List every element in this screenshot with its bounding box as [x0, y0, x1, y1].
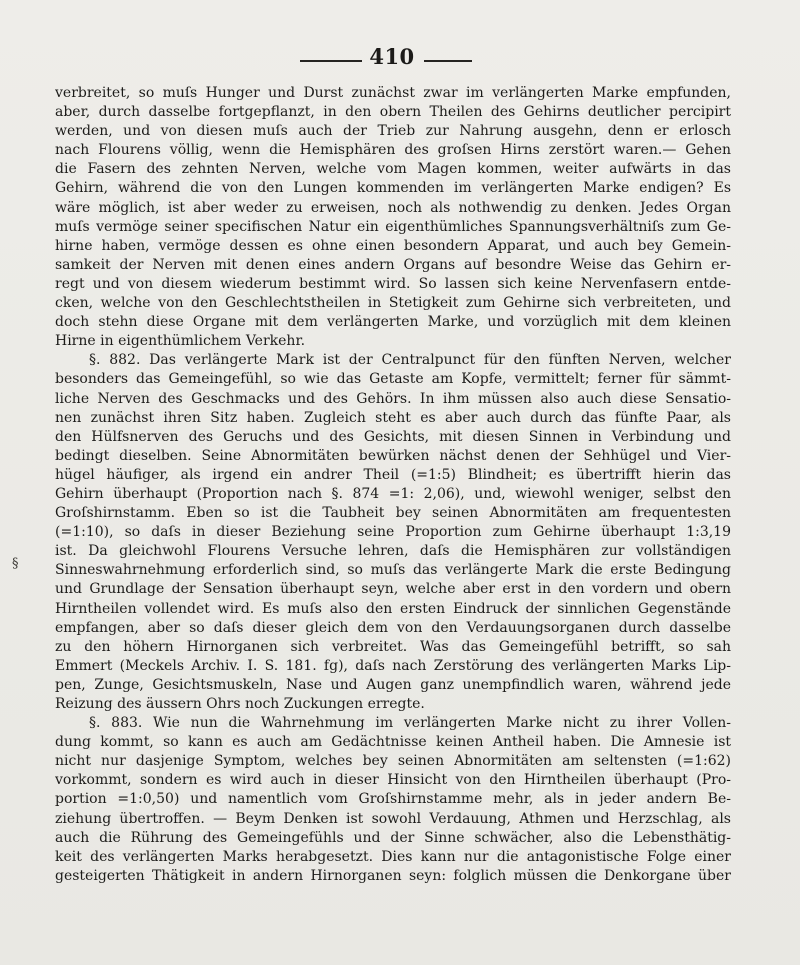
text-line: nicht nur dasjenige Symptom, welches bey seinen Abnormitäten am seltensten (=1:62) — [55, 753, 731, 770]
text-line: hügel häufiger, als irgend ein andrer Theil (=1:5) Blindheit; es übertrifft hierin das — [55, 466, 731, 483]
text-line: doch stehn diese Organe mit dem verlängerten Marke, und vorzüglich mit dem kleinen — [55, 314, 731, 331]
text-line: Gehirn überhaupt (Proportion nach §. 874 =1: 2,06), und, wiewohl weniger, selbst den — [55, 485, 731, 502]
text-line: gesteigerten Thätigkeit in andern Hirnorganen seyn: folglich müssen die Denkorgane über — [55, 867, 731, 884]
margin-mark: § — [12, 556, 19, 571]
text-line: nen zunächst ihren Sitz haben. Zugleich steht es aber auch durch das fünfte Paar, als — [55, 409, 731, 426]
text-line: vorkommt, sondern es wird auch in dieser Hinsicht von den Hirntheilen überhaupt (Pro- — [55, 772, 731, 789]
text-line: nach Flourens völlig, wenn die Hemisphären des groſsen Hirns zerstört waren.— Gehen — [55, 142, 731, 159]
section-883-start-line: §. 883. Wie nun die Wahrnehmung im verlängerten Marke nicht zu ihrer Vollen- — [89, 715, 731, 732]
text-line: Gehirn, während die von den Lungen kommenden im verlängerten Marke endigen? Es — [55, 180, 731, 197]
header-rule-left — [300, 60, 362, 62]
text-line: Hirntheilen vollendet wird. Es muſs also den ersten Eindruck der sinnlichen Gegenstände — [55, 600, 731, 617]
text-line: cken, welche von den Geschlechtstheilen in Stetigkeit zum Gehirne sich verbreiteten, und — [55, 295, 731, 312]
page-header — [0, 44, 800, 74]
text-line: Emmert (Meckels Archiv. I. S. 181. fg), daſs nach Zerstörung des verlängerten Marks Lip- — [55, 657, 731, 674]
section-882-start-line: §. 882. Das verlängerte Mark ist der Centralpunct für den fünften Nerven, welcher — [89, 352, 731, 369]
text-line: empfangen, aber so daſs dieser gleich dem von den Verdauungsorganen durch dasselbe — [55, 619, 731, 636]
text-line: ist. Da gleichwohl Flourens Versuche lehren, daſs die Hemisphären zur vollständigen — [55, 543, 731, 560]
text-line: ziehung übertroffen. — Beym Denken ist sowohl Verdauung, Athmen und Herzschlag, als — [55, 810, 731, 827]
page-number: 410 — [369, 44, 415, 69]
text-line: muſs vermöge seiner specifischen Natur ein eigenthümliches Spannungsverhältniſs zum Ge- — [55, 218, 731, 235]
body-text — [55, 84, 731, 886]
text-line: werden, und von diesen muſs auch der Trieb zur Nahrung ausgehn, denn er erlosch — [55, 123, 731, 140]
paragraph-end-line: Hirne in eigenthümlichem Verkehr. — [55, 333, 306, 350]
text-line: aber, durch dasselbe fortgepflanzt, in den obern Theilen des Gehirns deutlicher percipirt — [55, 104, 731, 121]
text-line: wäre möglich, ist aber weder zu erweisen, noch als nothwendig zu denken. Jedes Organ — [55, 199, 731, 216]
text-line: Groſshirnstamm. Eben so ist die Taubheit bey seinen Abnormitäten am frequentesten — [55, 505, 731, 522]
text-line: regt und von diesem wiederum bestimmt wird. So lassen sich keine Nervenfasern entde- — [55, 275, 731, 292]
text-line: besonders das Gemeingefühl, so wie das Getaste am Kopfe, vermittelt; ferner für sämmt- — [55, 371, 731, 388]
text-line: liche Nerven des Geschmacks und des Gehörs. In ihm müssen also auch diese Sensatio- — [55, 390, 731, 407]
text-line: den Hülfsnerven des Geruchs und des Gesichts, mit diesen Sinnen in Verbindung und — [55, 428, 731, 445]
text-line: pen, Zunge, Gesichtsmuskeln, Nase und Augen ganz unempfindlich waren, während jede — [55, 676, 731, 693]
text-line: bedingt dieselben. Seine Abnormitäten bewürken nächst denen der Sehhügel und Vier- — [55, 447, 731, 464]
text-line: verbreitet, so muſs Hunger und Durst zunächst zwar im verlängerten Marke empfunden, — [55, 85, 731, 101]
text-line: keit des verlängerten Marks herabgesetzt. Dies kann nur die antagonistische Folge einer — [55, 848, 731, 865]
text-line: samkeit der Nerven mit denen eines andern Organs auf besondre Weise das Gehirn er- — [55, 256, 731, 273]
header-rule-right — [424, 60, 472, 62]
text-line: und Grundlage der Sensation überhaupt seyn, welche aber erst in den vordern und obern — [55, 581, 731, 598]
text-line: auch die Rührung des Gemeingefühls und der Sinne schwächer, also die Lebensthätig- — [55, 829, 731, 846]
paragraph-end-line: Reizung des äussern Ohrs noch Zuckungen erregte. — [55, 696, 425, 712]
text-line: zu den höhern Hirnorganen sich verbreitet. Was das Gemeingefühl betrifft, so sah — [55, 638, 731, 655]
text-line: die Fasern des zehnten Nerven, welche vom Magen kommen, weiter aufwärts in das — [55, 161, 731, 178]
text-line: Sinneswahrnehmung erforderlich sind, so muſs das verlängerte Mark die erste Bedingung — [55, 562, 731, 579]
text-line: dung kommt, so kann es auch am Gedächtnisse keinen Antheil haben. Die Amnesie ist — [55, 734, 731, 751]
text-line: (=1:10), so daſs in dieser Beziehung seine Proportion zum Gehirne überhaupt 1:3,19 — [55, 524, 731, 541]
text-line: portion =1:0,50) und namentlich vom Groſshirnstamme mehr, als in jeder andern Be- — [55, 791, 731, 808]
text-line: hirne haben, vermöge dessen es ohne einen besondern Apparat, und auch bey Gemein- — [55, 237, 731, 254]
